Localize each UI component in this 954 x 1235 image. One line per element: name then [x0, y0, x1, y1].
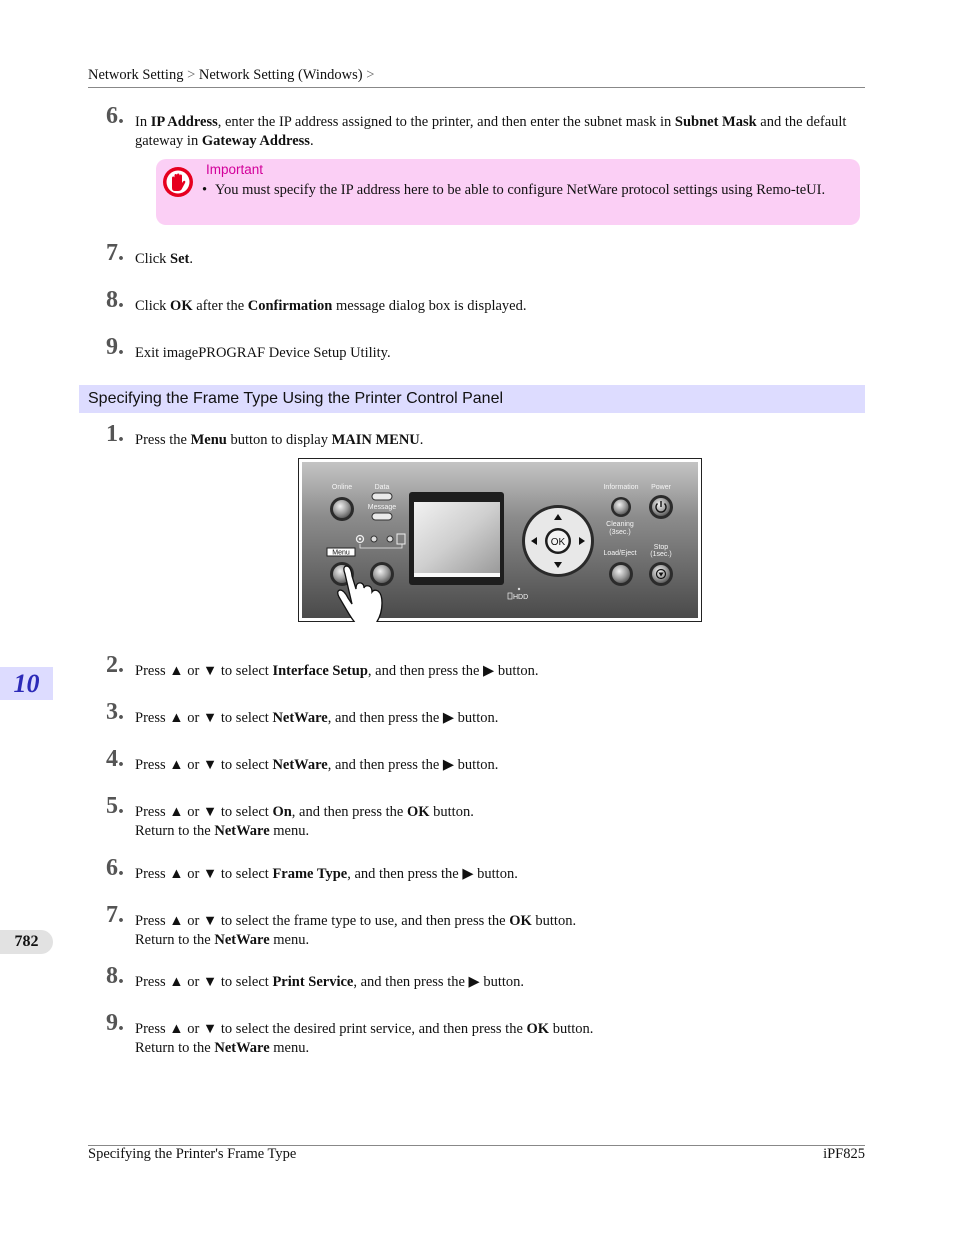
step-a-9: [106, 334, 866, 363]
step-text-bold: Print Service: [272, 974, 354, 990]
step-a-8: [106, 287, 866, 316]
step-text-segment: Press ▲ or ▼ to select: [135, 804, 273, 820]
step-text: [135, 865, 866, 884]
step-text-segment: menu.: [269, 823, 310, 839]
step-b-6: [106, 855, 866, 884]
data-label: Data: [374, 484, 390, 491]
step-text-segment: button.: [531, 913, 577, 929]
breadcrumb-part-1[interactable]: Network Setting: [88, 67, 184, 83]
step-number: 7.: [106, 240, 124, 266]
step-text-bold: Gateway Address: [201, 133, 310, 149]
step-text-segment: Return to the: [135, 932, 215, 948]
step-text-segment: , and then press the ▶ button.: [327, 710, 499, 726]
step-text-bold: NetWare: [214, 823, 270, 839]
step-text-bold: OK: [526, 1021, 550, 1037]
step-text-segment: Press ▲ or ▼ to select: [135, 663, 273, 679]
power-label: Power: [651, 484, 671, 491]
step-text: [135, 344, 866, 363]
footer-section-title[interactable]: Specifying the Printer's Frame Type: [88, 1146, 297, 1162]
step-text-bold: MAIN MENU: [331, 432, 420, 448]
step-text-segment: , enter the IP address assigned to the printer, and then enter the subnet mask in: [217, 114, 675, 130]
important-title: Important: [206, 162, 264, 177]
step-text-line-2: [135, 931, 866, 950]
step-text-bold: Frame Type: [272, 866, 348, 882]
message-indicator: [372, 513, 392, 520]
step-number: 2.: [106, 652, 124, 678]
stop-sub-label: (1sec.): [650, 551, 672, 558]
step-text-bold: Set: [170, 251, 190, 267]
step-text-segment: , and then press the: [291, 804, 407, 820]
breadcrumb-part-2[interactable]: Network Setting (Windows): [198, 67, 363, 83]
step-text-segment: Press ▲ or ▼ to select: [135, 710, 273, 726]
step-text-segment: and the default gateway in: [135, 114, 847, 149]
cleaning-label: Cleaning: [606, 521, 634, 528]
step-text-segment: Click: [135, 251, 171, 267]
step-number: 1.: [106, 421, 124, 447]
step-text-segment: .: [419, 432, 424, 448]
hdd-label: HDD: [513, 594, 529, 601]
important-text: You must specify the IP address here to be able to configure NetWare protocol settings using Remo-teUI.: [215, 182, 826, 198]
step-text-segment: Press ▲ or ▼ to select: [135, 974, 273, 990]
step-text-segment: menu.: [269, 1040, 310, 1056]
step-text-segment: .: [189, 251, 194, 267]
message-label: Message: [367, 504, 397, 511]
step-text: [135, 803, 866, 822]
step-text-bold: Confirmation: [247, 298, 333, 314]
step-text-bold: NetWare: [214, 1040, 270, 1056]
information-button-face: [614, 500, 629, 515]
step-text-bold: NetWare: [214, 932, 270, 948]
menu-label: Menu: [332, 549, 350, 557]
cleaning-sub-label: (3sec.): [609, 529, 631, 536]
step-text-bold: IP Address: [150, 114, 218, 130]
step-number: 5.: [106, 793, 124, 819]
step-text-segment: , and then press the ▶ button.: [327, 757, 499, 773]
step-text-segment: Press the: [135, 432, 191, 448]
step-text-bold: Subnet Mask: [674, 114, 757, 130]
step-b-7: [106, 902, 866, 950]
step-text-segment: menu.: [269, 932, 310, 948]
step-text-segment: Press ▲ or ▼ to select the frame type to use, and then press the: [135, 913, 510, 929]
important-body: [202, 181, 852, 199]
step-number: 9.: [106, 1010, 124, 1036]
step-text-bold: Menu: [190, 432, 227, 448]
ok-label: OK: [550, 537, 566, 548]
step-text-bold: NetWare: [272, 757, 328, 773]
step-text: [135, 113, 866, 151]
step-b-9: [106, 1010, 866, 1058]
step-text-segment: .: [309, 133, 314, 149]
step-text-segment: , and then press the ▶ button.: [347, 866, 518, 882]
step-text-segment: In: [135, 114, 151, 130]
step-number: 8.: [106, 287, 124, 313]
bullet-marker: •: [202, 182, 208, 198]
load-eject-button-face: [612, 565, 630, 583]
step-text-segment: button.: [429, 804, 474, 820]
step-text-bold: Interface Setup: [272, 663, 368, 679]
step-text: [135, 1020, 866, 1039]
step-text-bold: OK: [406, 804, 430, 820]
step-text-line-2: [135, 822, 866, 841]
step-text-bold: OK: [170, 298, 193, 314]
step-text-segment: Press ▲ or ▼ to select: [135, 866, 273, 882]
step-text: [135, 297, 866, 316]
breadcrumb-separator: >: [187, 67, 196, 83]
page-number: 782: [0, 930, 53, 954]
step-text: [135, 250, 866, 269]
step-text: [135, 912, 866, 931]
step-text-segment: , and then press the ▶ button.: [353, 974, 524, 990]
step-b-5: [106, 793, 866, 841]
section-heading-text: Specifying the Frame Type Using the Printer Control Panel: [88, 390, 504, 407]
step-text-segment: Return to the: [135, 1040, 215, 1056]
step-a-7: [106, 240, 866, 269]
step-text-segment: Press ▲ or ▼ to select: [135, 757, 273, 773]
step-b-4: [106, 746, 866, 775]
step-text-segment: button to display: [226, 432, 332, 448]
chapter-tab[interactable]: 10: [0, 667, 53, 700]
step-text-segment: after the: [192, 298, 248, 314]
breadcrumb-separator: >: [366, 67, 375, 83]
step-text-bold: NetWare: [272, 710, 328, 726]
step-b-1: [106, 421, 866, 450]
step-text-segment: message dialog box is displayed.: [332, 298, 527, 314]
step-number: 9.: [106, 334, 124, 360]
load-eject-label: Load/Eject: [603, 550, 637, 557]
data-indicator: [372, 493, 392, 500]
step-text: [135, 431, 866, 450]
footer-model: iPF825: [823, 1146, 865, 1162]
step-text-line-2: [135, 1039, 866, 1058]
control-panel-illustration: [298, 458, 702, 622]
step-text-bold: On: [272, 804, 292, 820]
step-text-segment: Press ▲ or ▼ to select the desired print service, and then press the: [135, 1021, 527, 1037]
step-text: [135, 709, 866, 728]
step-text-segment: , and then press the ▶ button.: [367, 663, 539, 679]
display-screen-bar: [414, 573, 500, 577]
hdd-lamp: [518, 588, 520, 590]
display-screen: [414, 502, 500, 573]
stop-hand-icon: [162, 166, 194, 198]
information-label: Information: [603, 484, 639, 491]
step-text-segment: Return to the: [135, 823, 215, 839]
step-text: [135, 973, 866, 992]
step-text: [135, 662, 866, 681]
media-indicator-1: [371, 536, 377, 542]
step-b-8: [106, 963, 866, 992]
step-number: 7.: [106, 902, 124, 928]
online-label: Online: [331, 484, 353, 491]
step-text-bold: OK: [509, 913, 532, 929]
step-text: [135, 756, 866, 775]
important-note: [156, 159, 860, 225]
step-number: 6.: [106, 855, 124, 881]
breadcrumb: [88, 67, 865, 88]
stop-label: Stop: [653, 544, 669, 551]
media-icon-core: [359, 538, 361, 540]
back-button-face: [373, 565, 391, 583]
step-a-6: [106, 103, 866, 151]
section-heading: [79, 385, 865, 413]
media-indicator-2: [387, 536, 393, 542]
step-number: 8.: [106, 963, 124, 989]
online-button-face: [333, 500, 351, 518]
step-text-segment: button.: [549, 1021, 594, 1037]
step-text-segment: Click: [135, 298, 171, 314]
step-number: 4.: [106, 746, 124, 772]
step-b-2: [106, 652, 866, 681]
step-number: 3.: [106, 699, 124, 725]
step-text-segment: Exit imagePROGRAF Device Setup Utility.: [135, 345, 391, 361]
step-number: 6.: [106, 103, 124, 129]
step-b-3: [106, 699, 866, 728]
